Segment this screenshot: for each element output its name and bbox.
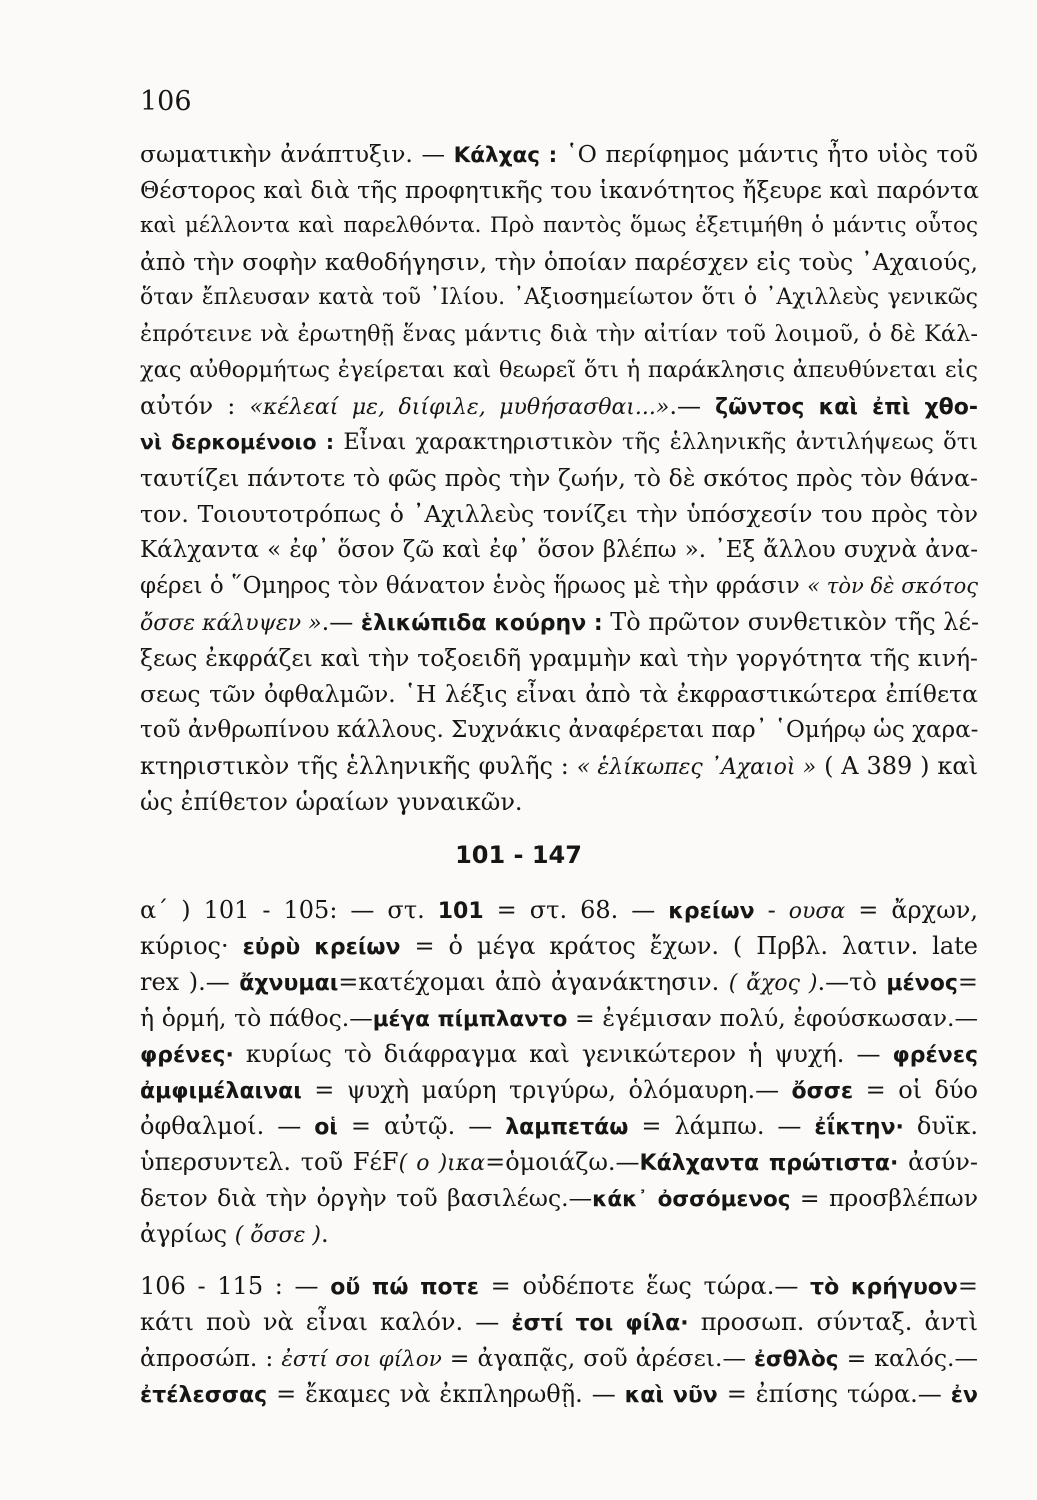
- text-line: [140, 1072, 978, 1108]
- text-run: ἀπὸ τὴν σοφὴν καθοδήγησιν, τὴν ὁποίαν παρέσχεν εἰς τοὺς ᾿Αχαιούς,: [140, 248, 978, 276]
- text-line: [140, 1036, 978, 1072]
- commentary-section-1: [140, 136, 978, 820]
- text-run: Τὸ πρῶτον συνθετικὸν τῆς λέ-: [602, 608, 980, 636]
- text-run: α΄ ) 101 - 105: — στ.: [140, 896, 438, 924]
- text-run: = προσβλέπων: [790, 1184, 978, 1212]
- text-line: [140, 1180, 978, 1216]
- italic-quote: ὄσσε κάλυψεν »: [140, 611, 322, 636]
- bold-term: ἐσθλὸς: [753, 1347, 839, 1372]
- text-run: ταυτίζει πάντοτε τὸ φῶς πρὸς τὴν ζωήν, τὸ δὲ σκότος πρὸς τὸν θάνα-: [140, 464, 978, 492]
- text-run: = στ. 68. —: [483, 896, 669, 924]
- italic-quote: ουσα: [788, 899, 846, 924]
- text-line: [140, 604, 978, 640]
- text-run: = ἐπίσης τώρα.—: [717, 1380, 951, 1408]
- bold-term: Κάλχας :: [453, 143, 558, 168]
- text-run: ἐπρότεινε νὰ ἐρωτηθῇ ἕνας μάντις διὰ τὴν αἰτίαν τοῦ λοιμοῦ, ὁ δὲ Κάλ-: [140, 321, 978, 347]
- bold-term: ζῶντος καὶ ἐπὶ χθο-: [715, 395, 978, 420]
- text-line: [140, 136, 978, 172]
- bold-term: Κάλχαντα πρώτιστα·: [639, 1151, 899, 1176]
- commentary-section-2: [140, 892, 978, 1252]
- bold-term: οἱ: [314, 1115, 338, 1140]
- text-line: [140, 460, 978, 496]
- bold-term: λαμπετάω: [505, 1115, 629, 1140]
- bold-term: καὶ νῦν: [624, 1383, 718, 1408]
- bold-term: ἑλικώπιδα κούρην :: [360, 611, 603, 636]
- text-run: = καλός.—: [838, 1344, 978, 1372]
- italic-quote: «κέλεαί με, διίφιλε, μυθήσασθαι...»: [249, 395, 670, 420]
- text-run: ἡ ὁρμή, τὸ πάθος.—: [140, 1004, 373, 1032]
- text-run: κάτι ποὺ νὰ εἶναι καλόν. —: [140, 1308, 512, 1336]
- text-run: ὑπερσυντελ. τοῦ FέF: [140, 1148, 399, 1176]
- text-run: = οἱ δύο: [853, 1076, 978, 1104]
- italic-quote: ( ἄχος ): [728, 971, 818, 996]
- text-run: τον. Τοιουτοτρόπως ὁ ᾿Αχιλλεὺς τονίζει τὴν ὑπόσχεσίν του πρὸς τὸν: [140, 500, 978, 528]
- text-line: [140, 748, 978, 784]
- text-run: rex ).—: [140, 968, 240, 996]
- text-line: [140, 352, 978, 388]
- text-run: δετον διὰ τὴν ὀργὴν τοῦ βασιλέως.—: [140, 1184, 593, 1212]
- text-line: [140, 244, 978, 280]
- italic-quote: « ἑλίκωπες ᾿Αχαιοὶ »: [576, 755, 817, 780]
- page-number: 106: [140, 86, 192, 117]
- bold-term: μένος: [886, 971, 958, 996]
- text-run: .—τὸ: [817, 968, 887, 996]
- text-line: [140, 964, 978, 1000]
- text-line: [140, 676, 978, 712]
- text-line: [140, 172, 978, 208]
- bold-term: εὐρὺ κρείων: [242, 935, 401, 960]
- bold-term: ἐστί τοι φίλα·: [511, 1311, 689, 1336]
- text-run: =κατέχομαι ἀπὸ ἀγανάκτησιν.: [338, 968, 729, 996]
- text-run: ῾Ο περίφημος μάντις ἦτο υἱὸς τοῦ: [557, 140, 978, 168]
- text-line: [140, 568, 978, 604]
- text-run: .—: [321, 608, 361, 636]
- text-run: ( Α 389 ) καὶ: [816, 752, 978, 780]
- text-run: ὡς ἐπίθετον ὡραίων γυναικῶν.: [140, 788, 523, 816]
- text-run: =ὁμοιάζω.—: [485, 1148, 640, 1176]
- text-line: [140, 316, 978, 352]
- text-line: [140, 640, 978, 676]
- bold-term: ἐτέλεσσας: [140, 1383, 268, 1408]
- bold-term: φρένες·: [140, 1043, 234, 1068]
- text-line: [140, 1144, 978, 1180]
- text-run: 106 - 115 : —: [140, 1272, 331, 1300]
- italic-quote: ( ο )ικα: [398, 1151, 486, 1176]
- text-run: κύριος·: [140, 932, 243, 960]
- text-run: = ψυχὴ μαύρη τριγύρω, ὁλόμαυρη.—: [301, 1076, 792, 1104]
- text-run: χας αὐθορμήτως ἐγείρεται καὶ θεωρεῖ ὅτι ἡ παράκλησις ἀπευθύνεται εἰς: [140, 357, 978, 383]
- text-line: [140, 1000, 978, 1036]
- italic-quote: ἐστί σοι φίλον: [281, 1347, 442, 1372]
- text-run: = ἐγέμισαν πολύ, ἐφούσκωσαν.—: [567, 1004, 978, 1032]
- bold-term: ἀμφιμέλαιναι: [140, 1079, 302, 1104]
- italic-quote: « τὸν δὲ σκότος: [807, 574, 978, 598]
- text-run: ὅταν ἔπλευσαν κατὰ τοῦ ᾿Ιλίου. ᾿Αξιοσημείωτον ὅτι ὁ ᾿Αχιλλεὺς γενικῶς: [140, 285, 978, 310]
- bold-term: οὔ πώ ποτε: [330, 1275, 479, 1300]
- text-run: φέρει ὁ ῞Ομηρος τὸν θάνατον ἑνὸς ἥρωος μὲ τὴν φράσιν: [140, 573, 808, 599]
- bold-term: 101: [437, 899, 484, 924]
- text-run: σεως τῶν ὀφθαλμῶν. ῾Η λέξις εἶναι ἀπὸ τὰ ἐκφραστικώτερα ἐπίθετα: [140, 680, 978, 708]
- text-line: [140, 712, 978, 748]
- text-run: ἀσύν-: [898, 1148, 978, 1176]
- text-run: δυϊκ.: [903, 1112, 978, 1140]
- text-line: [140, 280, 978, 316]
- text-line: [140, 1376, 978, 1412]
- text-run: = λάμπω. —: [628, 1112, 815, 1140]
- text-line: [140, 424, 978, 460]
- bold-term: κάκ᾿ ὀσσόμενος: [592, 1187, 791, 1212]
- bold-term: νὶ δερκομένοιο :: [140, 430, 335, 454]
- text-run: ξεως ἐκφράζει καὶ τὴν τοξοειδῆ γραμμὴν καὶ τὴν γοργότητα τῆς κινή-: [140, 644, 978, 672]
- text-run: =: [957, 1272, 979, 1300]
- text-run: ἀπροσώπ. :: [140, 1344, 282, 1372]
- text-run: σωματικὴν ἀνάπτυξιν. —: [140, 140, 454, 168]
- text-line: [140, 1304, 978, 1340]
- text-run: προσωπ. σύνταξ. ἀντὶ: [688, 1308, 979, 1336]
- text-run: Θέστορος καὶ διὰ τῆς προφητικῆς του ἱκανότητος ἤξευρε καὶ παρόντα: [140, 176, 980, 204]
- italic-quote: ( ὄσσε ): [234, 1223, 321, 1248]
- text-run: τοῦ ἀνθρωπίνου κάλλους. Συχνάκις ἀναφέρεται παρ᾿ ῾Ομήρῳ ὡς χαρα-: [140, 717, 979, 743]
- text-line: [140, 1340, 978, 1376]
- commentary-section-3: [140, 1268, 978, 1412]
- text-run: αὐτόν :: [140, 392, 250, 420]
- text-run: κτηριστικὸν τῆς ἑλληνικῆς φυλῆς :: [140, 752, 577, 780]
- bold-term: ἄχνυμαι: [239, 971, 339, 996]
- section-heading: 101 - 147: [455, 841, 582, 869]
- text-line: [140, 928, 978, 964]
- text-line: [140, 1108, 978, 1144]
- text-line: [140, 208, 978, 244]
- text-run: = ὁ μέγα κράτος ἔχων. ( Πρβλ. λατιν. late: [400, 932, 978, 960]
- text-run: = ἄρχων,: [845, 896, 978, 924]
- text-run: κυρίως τὸ διάφραγμα καὶ γενικώτερον ἡ ψυχή. —: [233, 1040, 893, 1068]
- text-run: καὶ μέλλοντα καὶ παρελθόντα. Πρὸ παντὸς ὅμως ἐξετιμήθη ὁ μάντις οὗτος: [140, 213, 978, 238]
- text-line: [140, 532, 978, 568]
- text-run: ὀφθαλμοί. —: [140, 1112, 315, 1140]
- text-line: [140, 1268, 978, 1304]
- bold-term: ἐΐκτην·: [814, 1115, 904, 1140]
- text-run: Κάλχαντα « ἐφ᾿ ὅσον ζῶ καὶ ἐφ᾿ ὅσον βλέπω ». ᾿Εξ ἄλλου συχνὰ ἀνα-: [140, 537, 978, 563]
- text-run: .—: [669, 392, 716, 420]
- text-run: = αὐτῷ. —: [337, 1112, 506, 1140]
- text-line: [140, 784, 978, 820]
- bold-term: ὄσσε: [791, 1079, 854, 1104]
- text-run: ἀγρίως: [140, 1220, 235, 1248]
- bold-term: φρένες: [892, 1043, 978, 1068]
- text-run: Εἶναι χαρακτηριστικὸν τῆς ἑλληνικῆς ἀντιλήψεως ὅτι: [334, 429, 978, 455]
- text-run: = οὐδέποτε ἕως τώρα.—: [478, 1272, 811, 1300]
- bold-term: κρείων: [668, 899, 755, 924]
- text-line: [140, 892, 978, 928]
- text-run: -: [754, 896, 789, 924]
- bold-term: μέγα πίμπλαντο: [372, 1007, 568, 1032]
- text-line: [140, 388, 978, 424]
- text-run: = ἀγαπᾷς, σοῦ ἀρέσει.—: [441, 1344, 754, 1372]
- bold-term: τὸ κρήγυον: [810, 1275, 958, 1300]
- text-run: .: [320, 1220, 329, 1248]
- text-line: [140, 1216, 978, 1252]
- text-run: = ἔκαμες νὰ ἐκπληρωθῇ. —: [267, 1380, 625, 1408]
- text-run: =: [957, 968, 979, 996]
- bold-term: ἐν: [950, 1383, 978, 1408]
- text-line: [140, 496, 978, 532]
